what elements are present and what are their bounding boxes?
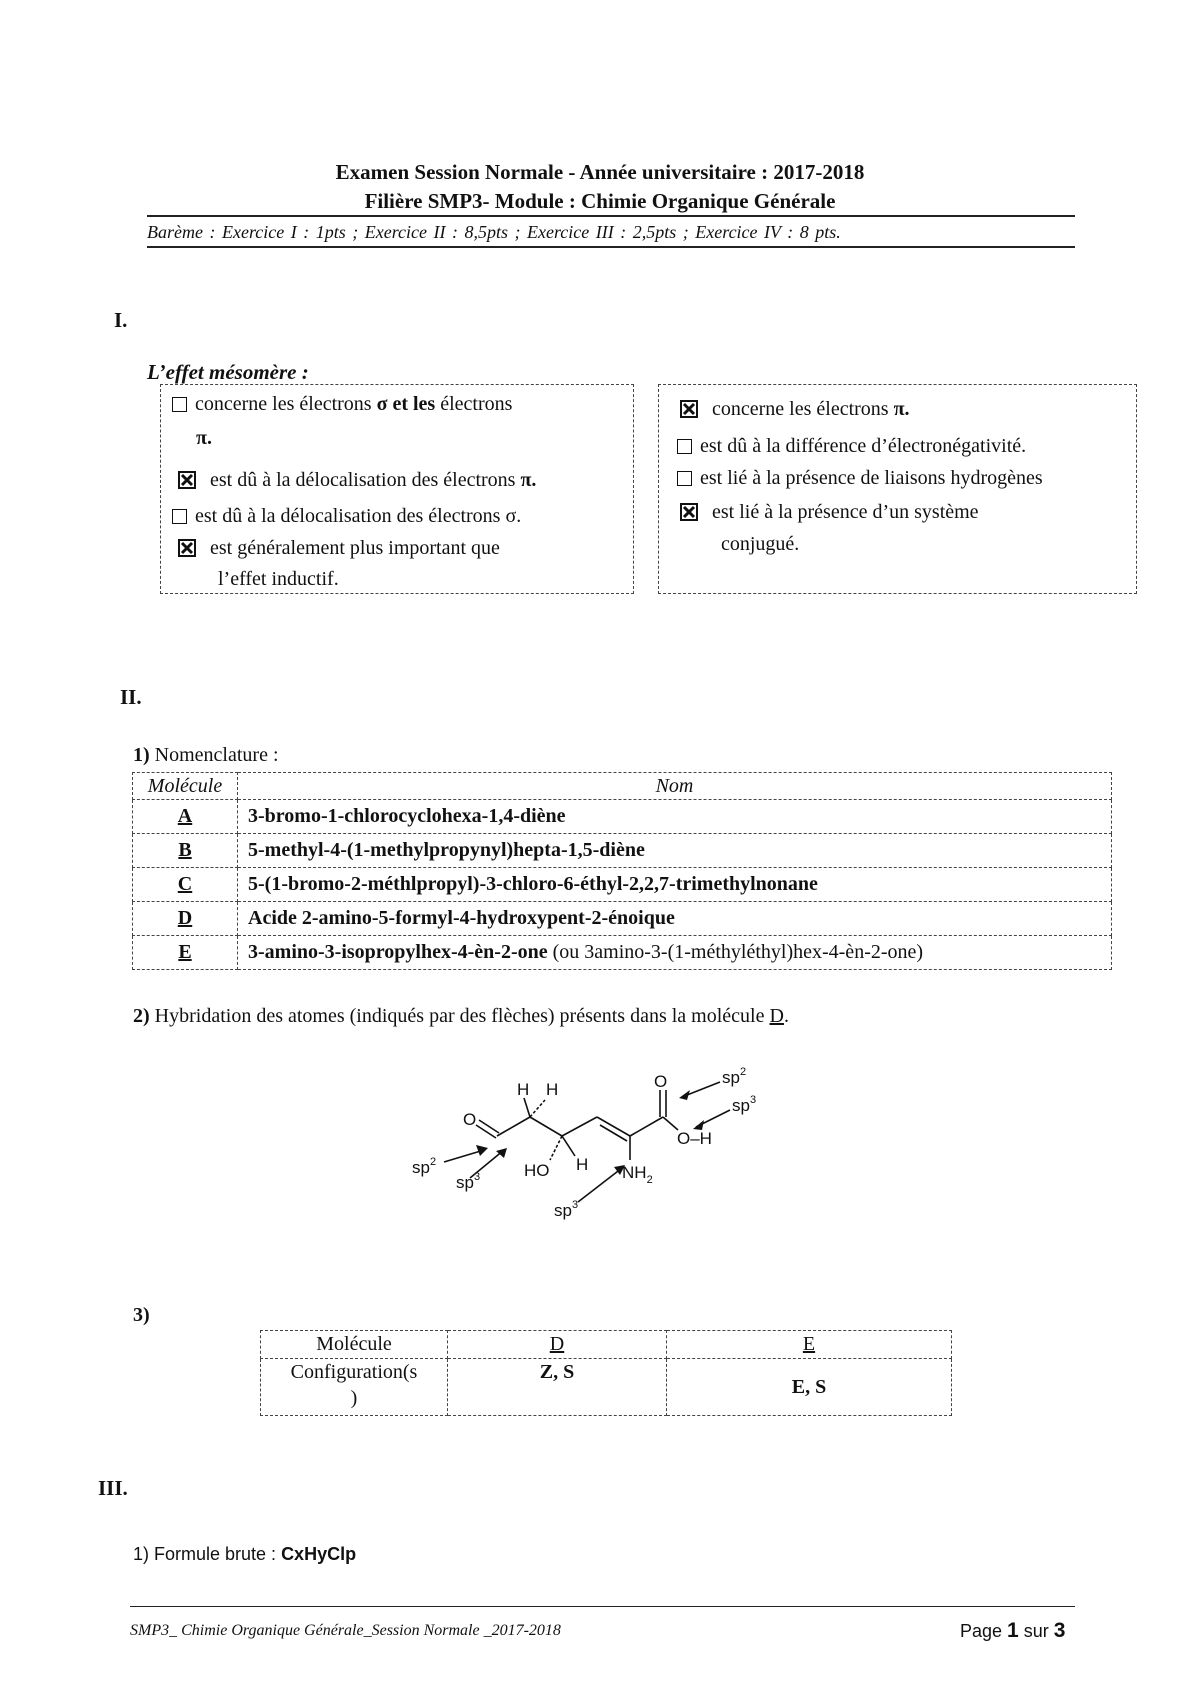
checkbox-empty-icon bbox=[677, 439, 692, 454]
molecule-name: Acide 2-amino-5-formyl-4-hydroxypent-2-énoique bbox=[238, 902, 1112, 936]
atom-label: H bbox=[517, 1080, 530, 1099]
hybrid-label: $sp^2$ bbox=[412, 1156, 437, 1177]
hybrid-label: $sp^2$ bbox=[722, 1066, 747, 1087]
option-right-1: concerne les électrons π. bbox=[680, 393, 910, 425]
footer-text: SMP3_ Chimie Organique Générale_Session Normale _2017-2018 bbox=[130, 1622, 561, 1639]
atom-label: O bbox=[654, 1072, 668, 1091]
checkbox-checked-icon bbox=[178, 539, 196, 557]
atom-label: O–H bbox=[677, 1129, 712, 1148]
nomenclature-question: 1) Nomenclature : bbox=[133, 744, 279, 766]
molecule-letter: C bbox=[133, 868, 238, 902]
molecule-name: 3-amino-3-isopropylhex-4-èn-2-one (ou 3amino-3-(1-méthyléthyl)hex-4-èn-2-one) bbox=[238, 936, 1112, 970]
col-header-molecule: Molécule bbox=[133, 773, 238, 800]
option-left-1: concerne les électrons σ et les électrons bbox=[172, 388, 512, 420]
table-header-row bbox=[261, 1331, 952, 1359]
molecule-letter: A bbox=[133, 800, 238, 834]
config-e-value: E, S bbox=[667, 1359, 952, 1416]
header-rule-top bbox=[147, 215, 1075, 217]
molecule-letter: D bbox=[133, 902, 238, 936]
section-2-number: II. bbox=[120, 685, 142, 709]
bareme-line: Barème : Exercice I : 1pts ; Exercice II : 8,5pts ; Exercice III : 2,5pts ; Exercice IV : 8 pts. bbox=[147, 222, 841, 242]
option-left-4: est généralement plus important que bbox=[178, 532, 500, 564]
table-row bbox=[133, 936, 1112, 970]
table-row bbox=[133, 868, 1112, 902]
molecule-name: 5-(1-bromo-2-méthlpropyl)-3-chloro-6-éthyl-2,2,7-trimethylnonane bbox=[238, 868, 1112, 902]
hybridation-question: 2) Hybridation des atomes (indiqués par des flèches) présents dans la molécule D. bbox=[133, 1005, 789, 1027]
col-header-molecule: Molécule bbox=[261, 1331, 448, 1359]
option-right-4-cont: conjugué. bbox=[721, 533, 800, 555]
header-rule-bottom bbox=[147, 246, 1075, 248]
option-right-2: est dû à la différence d’électronégativité. bbox=[677, 430, 1026, 462]
atom-label: H bbox=[546, 1080, 559, 1099]
molecule-letter: B bbox=[133, 834, 238, 868]
page-number: Page 1 sur 3 bbox=[960, 1619, 1066, 1642]
atom-label: H bbox=[576, 1155, 589, 1174]
table-row bbox=[133, 800, 1112, 834]
option-right-4: est lié à la présence d’un système bbox=[680, 496, 979, 528]
option-left-3: est dû à la délocalisation des électrons σ. bbox=[172, 500, 521, 532]
exam-subtitle: Filière SMP3- Module : Chimie Organique Générale bbox=[364, 189, 836, 213]
molecule-letter: E bbox=[133, 936, 238, 970]
config-question-number: 3) bbox=[133, 1304, 150, 1326]
nomenclature-table bbox=[132, 772, 1112, 970]
checkbox-empty-icon bbox=[172, 397, 187, 412]
molecule-name: 5-methyl-4-(1-methylpropynyl)hepta-1,5-diène bbox=[238, 834, 1112, 868]
table-row bbox=[133, 834, 1112, 868]
checkbox-checked-icon bbox=[178, 471, 196, 489]
footer-rule bbox=[130, 1606, 1075, 1607]
atom-label: O bbox=[463, 1110, 477, 1129]
col-header-d: D bbox=[448, 1331, 667, 1359]
molecule-name: 3-bromo-1-chlorocyclohexa-1,4-diène bbox=[238, 800, 1112, 834]
option-left-4-cont: l’effet inductif. bbox=[218, 568, 339, 590]
config-d-value: Z, S bbox=[448, 1359, 667, 1416]
option-right-3: est lié à la présence de liaisons hydrogènes bbox=[677, 462, 1043, 494]
formule-brute-line: 1) Formule brute : CxHyClp bbox=[133, 1544, 357, 1564]
section-3-number: III. bbox=[98, 1476, 128, 1500]
option-left-1-cont: π. bbox=[196, 427, 212, 449]
section-1-heading: L’effet mésomère : bbox=[147, 360, 309, 384]
exam-title: Examen Session Normale - Année universitaire : 2017-2018 bbox=[335, 160, 865, 184]
option-left-2: est dû à la délocalisation des électrons π. bbox=[178, 464, 536, 496]
col-header-name: Nom bbox=[238, 773, 1112, 800]
checkbox-empty-icon bbox=[172, 509, 187, 524]
molecule-d-structure bbox=[400, 1050, 800, 1230]
col-header-e: E bbox=[667, 1331, 952, 1359]
row-label: Configuration(s ) bbox=[261, 1359, 448, 1416]
table-header-row bbox=[133, 773, 1112, 800]
table-row bbox=[261, 1359, 952, 1416]
configuration-table bbox=[260, 1330, 952, 1416]
checkbox-empty-icon bbox=[677, 471, 692, 486]
atom-label: HO bbox=[524, 1161, 550, 1180]
checkbox-checked-icon bbox=[680, 400, 698, 418]
section-1-number: I. bbox=[114, 308, 128, 332]
table-row bbox=[133, 902, 1112, 936]
hybrid-label: $sp^3$ bbox=[554, 1199, 579, 1220]
hybrid-label: $sp^3$ bbox=[732, 1094, 757, 1115]
atom-label: $NH_2$ bbox=[622, 1163, 653, 1186]
hybrid-label: $sp^3$ bbox=[456, 1171, 481, 1192]
checkbox-checked-icon bbox=[680, 503, 698, 521]
